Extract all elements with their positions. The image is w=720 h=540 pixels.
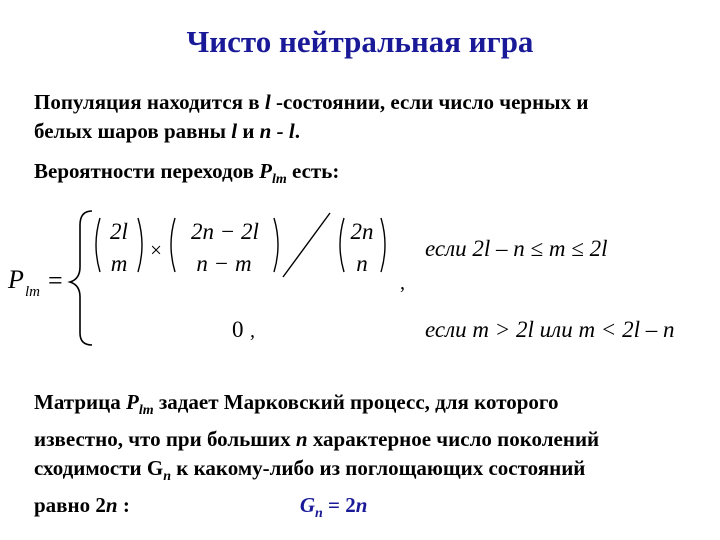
subscript-n: n [314,506,323,522]
symbol-g: G [299,493,315,518]
condition-2: если m > 2l или m < 2l – n [425,317,675,342]
intro-line-2: белых шаров равны l и n - l. [34,119,300,143]
subscript-lm: lm [271,172,287,188]
intro-paragraph [34,88,588,146]
conclusion-paragraph [34,388,599,529]
formula-zero-comma: , [250,320,255,342]
formula-lhs-sub: lm [25,284,40,300]
condition-1: если 2l – n ≤ m ≤ 2l [425,236,608,261]
formula-zero: 0 [232,317,244,342]
binom1-left-paren [96,218,100,272]
binom1-top: 2l [110,219,128,244]
symbol-g: G [146,456,164,481]
var-n-minus-l: n - l [259,119,295,143]
fraction-slash [283,213,330,277]
binom2-right-paren [274,218,278,272]
binom2-top: 2n − 2l [191,219,259,244]
binom1-bottom: m [110,251,128,276]
result-formula: $G_n = 2n$ [299,493,368,522]
var-n: n [105,493,118,518]
transition-line: Вероятности переходов $P_{lm}$ есть: [34,159,340,188]
symbol-p: P [125,390,139,414]
binom3-left-paren [340,218,344,272]
subscript-n: n [163,469,172,485]
symbol-p: P [259,159,272,183]
subscript-lm: lm [138,403,154,419]
transition-formula [0,205,720,355]
binom1-right-paren [138,218,142,272]
conclusion-line-3: сходимости $G_n$ к какому-либо из поглощающих состояний [34,456,586,485]
var-l: l [264,90,271,114]
conclusion-line-1: Матрица $P_{lm}$ задает Марковский процесс, для которого [34,390,559,419]
slide-title: Чисто нейтральная игра [186,24,534,59]
formula-equals: = [48,266,63,295]
binom3-bottom: n [356,251,368,276]
intro-line-1: Популяция находится в l -состоянии, если число черных и [34,90,589,114]
binom3-top: 2n [350,219,374,244]
conclusion-line-4: равно 2n : $G_n = 2n$ [34,491,599,528]
binom2-bottom: n − m [196,251,252,276]
formula-comma: , [400,272,405,294]
binom3-right-paren [381,218,385,272]
conclusion-line-2: известно, что при больших n характерное число поколений [34,427,600,452]
formula-times: × [150,238,162,262]
var-l: l [231,119,238,143]
left-brace [70,211,92,345]
formula-lhs: P [8,265,24,294]
var-n: n [355,493,368,518]
var-n: n [295,427,308,452]
binom2-left-paren [171,218,175,272]
